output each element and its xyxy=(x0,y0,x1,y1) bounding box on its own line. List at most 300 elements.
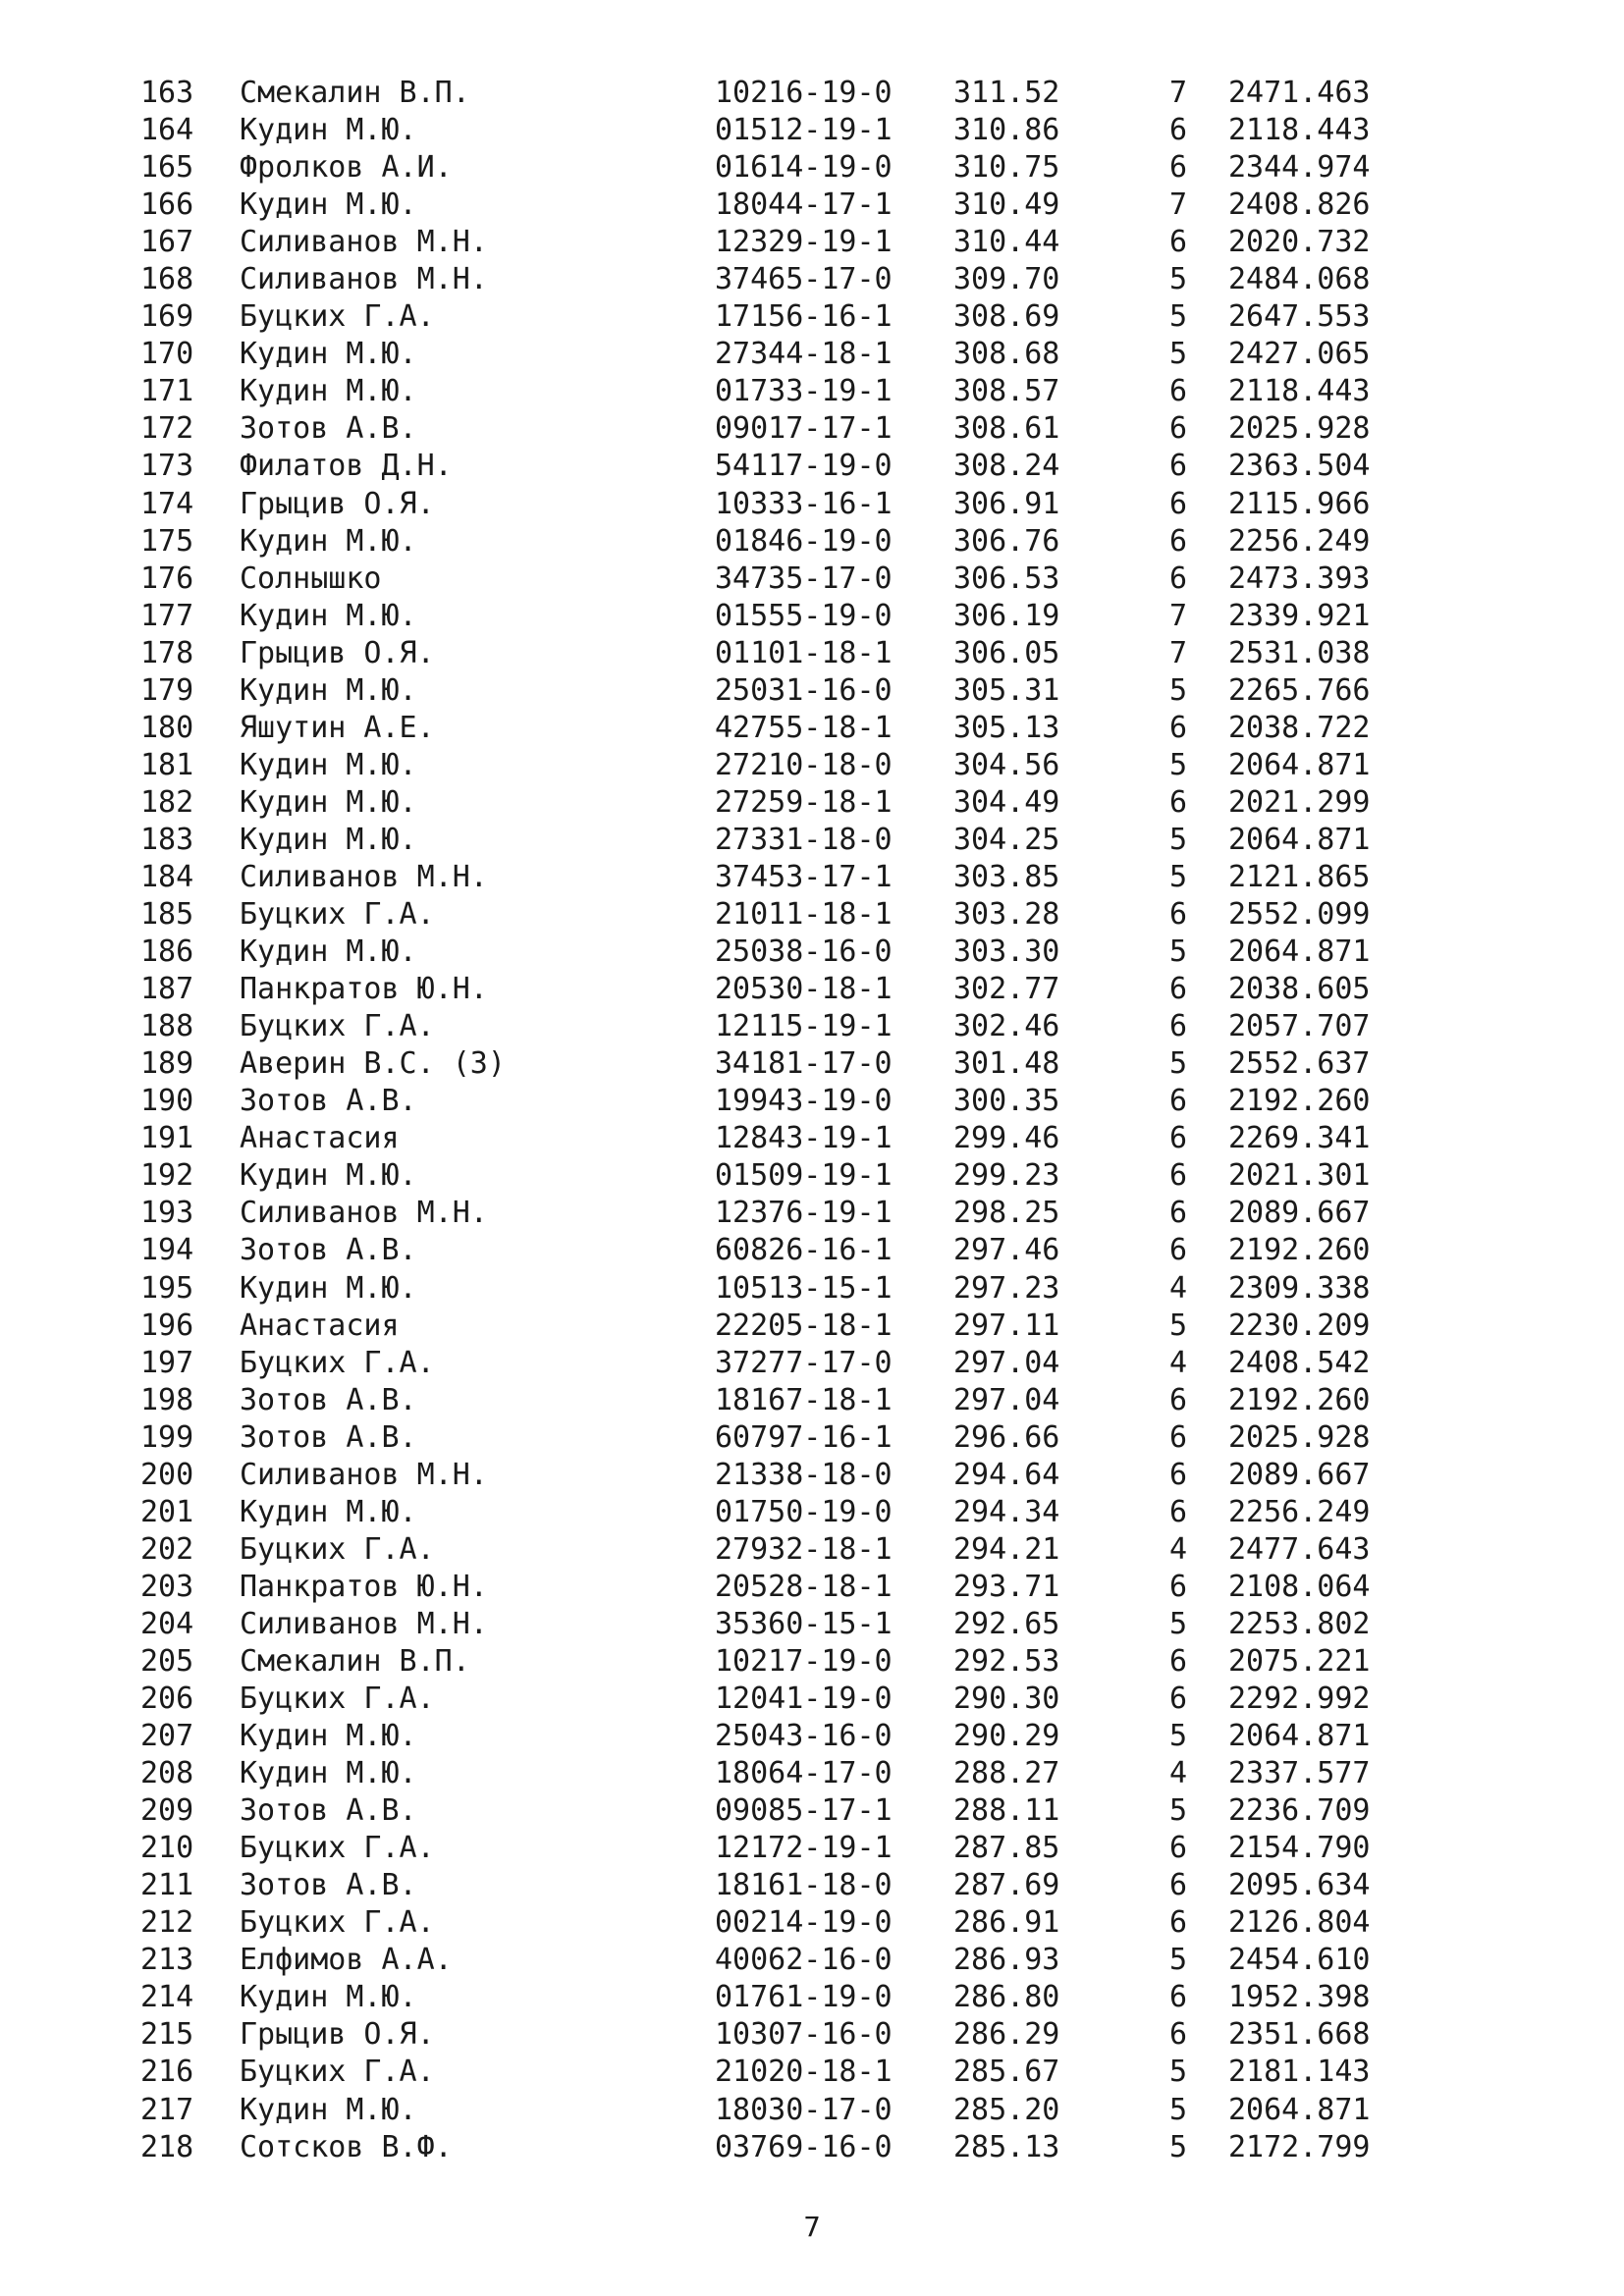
record-code: 37453-17-1 xyxy=(715,859,893,894)
table-row xyxy=(0,784,1624,822)
count-value: 6 xyxy=(1169,150,1188,186)
table-row xyxy=(0,561,1624,598)
total-value: 2057.707 xyxy=(1228,1009,1371,1044)
table-row xyxy=(0,1904,1624,1942)
participant-name: Кудин М.Ю. xyxy=(240,934,417,970)
score-value: 308.61 xyxy=(953,411,1060,447)
record-code: 27344-18-1 xyxy=(715,337,893,372)
total-value: 2154.790 xyxy=(1228,1831,1371,1866)
row-number: 190 xyxy=(140,1084,194,1119)
participant-name: Кудин М.Ю. xyxy=(240,747,417,782)
count-value: 6 xyxy=(1169,1868,1188,1903)
total-value: 2363.504 xyxy=(1228,449,1371,484)
total-value: 2064.871 xyxy=(1228,1719,1371,1754)
count-value: 7 xyxy=(1169,598,1188,633)
table-row xyxy=(0,1008,1624,1045)
table-row xyxy=(0,1643,1624,1681)
record-code: 12115-19-1 xyxy=(715,1009,893,1044)
table-row xyxy=(0,1681,1624,1718)
row-number: 189 xyxy=(140,1046,194,1082)
record-code: 10216-19-0 xyxy=(715,76,893,110)
participant-name: Кудин М.Ю. xyxy=(240,1756,417,1791)
total-value: 2309.338 xyxy=(1228,1270,1371,1306)
participant-name: Силиванов М.Н. xyxy=(240,262,488,297)
record-code: 18064-17-0 xyxy=(715,1756,893,1791)
count-value: 6 xyxy=(1169,486,1188,521)
table-row xyxy=(0,261,1624,298)
total-value: 2089.667 xyxy=(1228,1196,1371,1231)
score-value: 297.46 xyxy=(953,1233,1060,1268)
total-value: 2121.865 xyxy=(1228,859,1371,894)
table-row xyxy=(0,859,1624,896)
total-value: 2477.643 xyxy=(1228,1531,1371,1567)
count-value: 5 xyxy=(1169,262,1188,297)
total-value: 2351.668 xyxy=(1228,2017,1371,2053)
row-number: 204 xyxy=(140,1606,194,1641)
participant-name: Буцких Г.А. xyxy=(240,897,435,933)
record-code: 01733-19-1 xyxy=(715,374,893,409)
page-number: 7 xyxy=(803,2211,821,2243)
score-value: 290.29 xyxy=(953,1719,1060,1754)
record-code: 09085-17-1 xyxy=(715,1793,893,1829)
row-number: 209 xyxy=(140,1793,194,1829)
table-row xyxy=(0,298,1624,336)
table-row xyxy=(0,971,1624,1008)
record-code: 27932-18-1 xyxy=(715,1531,893,1567)
total-value: 2192.260 xyxy=(1228,1084,1371,1119)
table-row xyxy=(0,1494,1624,1531)
table-row xyxy=(0,1792,1624,1830)
table-row xyxy=(0,1457,1624,1494)
participant-name: Силиванов М.Н. xyxy=(240,1606,488,1641)
count-value: 6 xyxy=(1169,374,1188,409)
participant-name: Зотов А.В. xyxy=(240,1382,417,1417)
record-code: 25031-16-0 xyxy=(715,672,893,708)
total-value: 2344.974 xyxy=(1228,150,1371,186)
total-value: 2192.260 xyxy=(1228,1233,1371,1268)
record-code: 12329-19-1 xyxy=(715,225,893,260)
score-value: 310.49 xyxy=(953,187,1060,223)
total-value: 2064.871 xyxy=(1228,747,1371,782)
score-value: 304.49 xyxy=(953,784,1060,820)
record-code: 25038-16-0 xyxy=(715,934,893,970)
total-value: 2089.667 xyxy=(1228,1457,1371,1492)
record-code: 00214-19-0 xyxy=(715,1905,893,1941)
row-number: 194 xyxy=(140,1233,194,1268)
record-code: 10333-16-1 xyxy=(715,486,893,521)
count-value: 5 xyxy=(1169,337,1188,372)
table-row xyxy=(0,1867,1624,1904)
row-number: 196 xyxy=(140,1308,194,1343)
table-row xyxy=(0,187,1624,224)
score-value: 303.85 xyxy=(953,859,1060,894)
score-value: 303.30 xyxy=(953,934,1060,970)
table-row xyxy=(0,934,1624,971)
participant-name: Силиванов М.Н. xyxy=(240,859,488,894)
total-value: 2454.610 xyxy=(1228,1943,1371,1978)
participant-name: Кудин М.Ю. xyxy=(240,1980,417,2015)
score-value: 287.69 xyxy=(953,1868,1060,1903)
participant-name: Филатов Д.Н. xyxy=(240,449,453,484)
record-code: 10513-15-1 xyxy=(715,1270,893,1306)
table-row xyxy=(0,672,1624,710)
participant-name: Кудин М.Ю. xyxy=(240,523,417,559)
count-value: 6 xyxy=(1169,710,1188,745)
record-code: 60826-16-1 xyxy=(715,1233,893,1268)
record-code: 01512-19-1 xyxy=(715,113,893,148)
record-code: 25043-16-0 xyxy=(715,1719,893,1754)
table-row xyxy=(0,224,1624,261)
participant-name: Силиванов М.Н. xyxy=(240,1196,488,1231)
row-number: 175 xyxy=(140,523,194,559)
total-value: 2427.065 xyxy=(1228,337,1371,372)
score-value: 304.56 xyxy=(953,747,1060,782)
ranking-table xyxy=(0,75,1624,2166)
table-row xyxy=(0,710,1624,747)
table-row xyxy=(0,1942,1624,1979)
total-value: 2408.826 xyxy=(1228,187,1371,223)
table-row xyxy=(0,373,1624,410)
score-value: 290.30 xyxy=(953,1682,1060,1717)
row-number: 191 xyxy=(140,1121,194,1156)
record-code: 21011-18-1 xyxy=(715,897,893,933)
row-number: 208 xyxy=(140,1756,194,1791)
total-value: 2253.802 xyxy=(1228,1606,1371,1641)
row-number: 217 xyxy=(140,2092,194,2127)
participant-name: Буцких Г.А. xyxy=(240,1531,435,1567)
record-code: 34735-17-0 xyxy=(715,561,893,596)
participant-name: Кудин М.Ю. xyxy=(240,187,417,223)
total-value: 2230.209 xyxy=(1228,1308,1371,1343)
row-number: 183 xyxy=(140,822,194,857)
total-value: 2025.928 xyxy=(1228,1419,1371,1455)
record-code: 18030-17-0 xyxy=(715,2092,893,2127)
row-number: 198 xyxy=(140,1382,194,1417)
count-value: 6 xyxy=(1169,1233,1188,1268)
count-value: 5 xyxy=(1169,822,1188,857)
table-row xyxy=(0,448,1624,485)
record-code: 12376-19-1 xyxy=(715,1196,893,1231)
participant-name: Панкратов Ю.Н. xyxy=(240,972,488,1007)
score-value: 285.67 xyxy=(953,2055,1060,2090)
record-code: 35360-15-1 xyxy=(715,1606,893,1641)
table-row xyxy=(0,747,1624,784)
record-code: 01509-19-1 xyxy=(715,1158,893,1194)
participant-name: Кудин М.Ю. xyxy=(240,2092,417,2127)
count-value: 6 xyxy=(1169,523,1188,559)
participant-name: Буцких Г.А. xyxy=(240,1682,435,1717)
count-value: 6 xyxy=(1169,225,1188,260)
row-number: 193 xyxy=(140,1196,194,1231)
score-value: 305.13 xyxy=(953,710,1060,745)
total-value: 2647.553 xyxy=(1228,299,1371,335)
score-value: 308.57 xyxy=(953,374,1060,409)
row-number: 205 xyxy=(140,1643,194,1679)
table-row xyxy=(0,112,1624,149)
score-value: 286.80 xyxy=(953,1980,1060,2015)
participant-name: Яшутин А.Е. xyxy=(240,710,435,745)
score-value: 310.75 xyxy=(953,150,1060,186)
participant-name: Кудин М.Ю. xyxy=(240,113,417,148)
total-value: 2552.637 xyxy=(1228,1046,1371,1082)
record-code: 19943-19-0 xyxy=(715,1084,893,1119)
count-value: 7 xyxy=(1169,635,1188,670)
count-value: 6 xyxy=(1169,411,1188,447)
row-number: 174 xyxy=(140,486,194,521)
score-value: 308.69 xyxy=(953,299,1060,335)
count-value: 6 xyxy=(1169,1009,1188,1044)
count-value: 6 xyxy=(1169,1831,1188,1866)
record-code: 42755-18-1 xyxy=(715,710,893,745)
row-number: 201 xyxy=(140,1494,194,1529)
total-value: 2020.732 xyxy=(1228,225,1371,260)
row-number: 207 xyxy=(140,1719,194,1754)
participant-name: Зотов А.В. xyxy=(240,1868,417,1903)
participant-name: Панкратов Ю.Н. xyxy=(240,1569,488,1604)
total-value: 2192.260 xyxy=(1228,1382,1371,1417)
count-value: 6 xyxy=(1169,113,1188,148)
total-value: 2269.341 xyxy=(1228,1121,1371,1156)
count-value: 6 xyxy=(1169,1643,1188,1679)
total-value: 2038.722 xyxy=(1228,710,1371,745)
participant-name: Грыцив О.Я. xyxy=(240,635,435,670)
count-value: 6 xyxy=(1169,1494,1188,1529)
total-value: 2181.143 xyxy=(1228,2055,1371,2090)
total-value: 2115.966 xyxy=(1228,486,1371,521)
participant-name: Солнышко xyxy=(240,561,382,596)
count-value: 5 xyxy=(1169,2092,1188,2127)
table-row xyxy=(0,1569,1624,1606)
table-row xyxy=(0,149,1624,187)
participant-name: Кудин М.Ю. xyxy=(240,1494,417,1529)
row-number: 172 xyxy=(140,411,194,447)
participant-name: Кудин М.Ю. xyxy=(240,822,417,857)
record-code: 18167-18-1 xyxy=(715,1382,893,1417)
score-value: 298.25 xyxy=(953,1196,1060,1231)
table-row xyxy=(0,1308,1624,1345)
row-number: 203 xyxy=(140,1569,194,1604)
participant-name: Зотов А.В. xyxy=(240,1084,417,1119)
participant-name: Аверин В.С. (З) xyxy=(240,1046,506,1082)
count-value: 5 xyxy=(1169,2129,1188,2164)
row-number: 212 xyxy=(140,1905,194,1941)
participant-name: Анастасия xyxy=(240,1308,400,1343)
row-number: 164 xyxy=(140,113,194,148)
total-value: 2172.799 xyxy=(1228,2129,1371,2164)
row-number: 169 xyxy=(140,299,194,335)
record-code: 27259-18-1 xyxy=(715,784,893,820)
score-value: 309.70 xyxy=(953,262,1060,297)
score-value: 294.64 xyxy=(953,1457,1060,1492)
count-value: 4 xyxy=(1169,1531,1188,1567)
row-number: 180 xyxy=(140,710,194,745)
total-value: 2021.301 xyxy=(1228,1158,1371,1194)
total-value: 2339.921 xyxy=(1228,598,1371,633)
row-number: 178 xyxy=(140,635,194,670)
score-value: 288.11 xyxy=(953,1793,1060,1829)
count-value: 6 xyxy=(1169,2017,1188,2053)
row-number: 211 xyxy=(140,1868,194,1903)
participant-name: Сотсков В.Ф. xyxy=(240,2129,453,2164)
score-value: 297.04 xyxy=(953,1382,1060,1417)
participant-name: Смекалин В.П. xyxy=(240,76,470,110)
score-value: 302.46 xyxy=(953,1009,1060,1044)
count-value: 5 xyxy=(1169,934,1188,970)
record-code: 37465-17-0 xyxy=(715,262,893,297)
row-number: 181 xyxy=(140,747,194,782)
row-number: 171 xyxy=(140,374,194,409)
count-value: 5 xyxy=(1169,672,1188,708)
score-value: 286.93 xyxy=(953,1943,1060,1978)
total-value: 2265.766 xyxy=(1228,672,1371,708)
score-value: 302.77 xyxy=(953,972,1060,1007)
row-number: 186 xyxy=(140,934,194,970)
record-code: 40062-16-0 xyxy=(715,1943,893,1978)
record-code: 20528-18-1 xyxy=(715,1569,893,1604)
score-value: 306.91 xyxy=(953,486,1060,521)
score-value: 299.46 xyxy=(953,1121,1060,1156)
total-value: 2408.542 xyxy=(1228,1345,1371,1380)
row-number: 166 xyxy=(140,187,194,223)
participant-name: Елфимов А.А. xyxy=(240,1943,453,1978)
count-value: 6 xyxy=(1169,784,1188,820)
record-code: 01750-19-0 xyxy=(715,1494,893,1529)
score-value: 301.48 xyxy=(953,1046,1060,1082)
score-value: 308.68 xyxy=(953,337,1060,372)
total-value: 2126.804 xyxy=(1228,1905,1371,1941)
row-number: 177 xyxy=(140,598,194,633)
score-value: 306.76 xyxy=(953,523,1060,559)
participant-name: Зотов А.В. xyxy=(240,1233,417,1268)
table-row xyxy=(0,1382,1624,1419)
row-number: 168 xyxy=(140,262,194,297)
total-value: 2471.463 xyxy=(1228,76,1371,110)
table-row xyxy=(0,1083,1624,1120)
total-value: 2552.099 xyxy=(1228,897,1371,933)
record-code: 27331-18-0 xyxy=(715,822,893,857)
count-value: 6 xyxy=(1169,1196,1188,1231)
total-value: 2236.709 xyxy=(1228,1793,1371,1829)
total-value: 2095.634 xyxy=(1228,1868,1371,1903)
participant-name: Буцких Г.А. xyxy=(240,1905,435,1941)
score-value: 306.05 xyxy=(953,635,1060,670)
row-number: 192 xyxy=(140,1158,194,1194)
count-value: 4 xyxy=(1169,1270,1188,1306)
total-value: 2108.064 xyxy=(1228,1569,1371,1604)
score-value: 303.28 xyxy=(953,897,1060,933)
record-code: 27210-18-0 xyxy=(715,747,893,782)
table-row xyxy=(0,1345,1624,1382)
row-number: 165 xyxy=(140,150,194,186)
score-value: 305.31 xyxy=(953,672,1060,708)
count-value: 4 xyxy=(1169,1345,1188,1380)
row-number: 173 xyxy=(140,449,194,484)
count-value: 6 xyxy=(1169,1457,1188,1492)
table-row xyxy=(0,1120,1624,1157)
record-code: 01761-19-0 xyxy=(715,1980,893,2015)
table-row xyxy=(0,1419,1624,1457)
total-value: 2075.221 xyxy=(1228,1643,1371,1679)
count-value: 7 xyxy=(1169,187,1188,223)
count-value: 5 xyxy=(1169,1308,1188,1343)
row-number: 167 xyxy=(140,225,194,260)
record-code: 22205-18-1 xyxy=(715,1308,893,1343)
participant-name: Силиванов М.Н. xyxy=(240,225,488,260)
row-number: 187 xyxy=(140,972,194,1007)
row-number: 199 xyxy=(140,1419,194,1455)
score-value: 297.23 xyxy=(953,1270,1060,1306)
score-value: 292.53 xyxy=(953,1643,1060,1679)
total-value: 2337.577 xyxy=(1228,1756,1371,1791)
total-value: 2025.928 xyxy=(1228,411,1371,447)
total-value: 2484.068 xyxy=(1228,262,1371,297)
total-value: 2473.393 xyxy=(1228,561,1371,596)
score-value: 285.13 xyxy=(953,2129,1060,2164)
table-row xyxy=(0,1755,1624,1792)
table-row xyxy=(0,1157,1624,1195)
record-code: 21338-18-0 xyxy=(715,1457,893,1492)
total-value: 2064.871 xyxy=(1228,822,1371,857)
participant-name: Кудин М.Ю. xyxy=(240,1270,417,1306)
participant-name: Грыцив О.Я. xyxy=(240,2017,435,2053)
total-value: 2064.871 xyxy=(1228,2092,1371,2127)
score-value: 288.27 xyxy=(953,1756,1060,1791)
row-number: 210 xyxy=(140,1831,194,1866)
score-value: 299.23 xyxy=(953,1158,1060,1194)
table-row xyxy=(0,1232,1624,1269)
total-value: 2256.249 xyxy=(1228,523,1371,559)
count-value: 6 xyxy=(1169,1084,1188,1119)
record-code: 20530-18-1 xyxy=(715,972,893,1007)
table-row xyxy=(0,75,1624,112)
total-value: 2292.992 xyxy=(1228,1682,1371,1717)
score-value: 311.52 xyxy=(953,76,1060,110)
record-code: 01101-18-1 xyxy=(715,635,893,670)
score-value: 306.19 xyxy=(953,598,1060,633)
total-value: 2021.299 xyxy=(1228,784,1371,820)
row-number: 215 xyxy=(140,2017,194,2053)
participant-name: Кудин М.Ю. xyxy=(240,374,417,409)
score-value: 300.35 xyxy=(953,1084,1060,1119)
row-number: 176 xyxy=(140,561,194,596)
row-number: 197 xyxy=(140,1345,194,1380)
score-value: 306.53 xyxy=(953,561,1060,596)
row-number: 206 xyxy=(140,1682,194,1717)
total-value: 2256.249 xyxy=(1228,1494,1371,1529)
score-value: 308.24 xyxy=(953,449,1060,484)
table-row xyxy=(0,2016,1624,2054)
score-value: 292.65 xyxy=(953,1606,1060,1641)
participant-name: Кудин М.Ю. xyxy=(240,1719,417,1754)
participant-name: Кудин М.Ю. xyxy=(240,672,417,708)
record-code: 01614-19-0 xyxy=(715,150,893,186)
row-number: 179 xyxy=(140,672,194,708)
record-code: 60797-16-1 xyxy=(715,1419,893,1455)
record-code: 12172-19-1 xyxy=(715,1831,893,1866)
count-value: 5 xyxy=(1169,1606,1188,1641)
count-value: 6 xyxy=(1169,449,1188,484)
total-value: 2038.605 xyxy=(1228,972,1371,1007)
total-value: 2118.443 xyxy=(1228,374,1371,409)
count-value: 6 xyxy=(1169,1682,1188,1717)
total-value: 2531.038 xyxy=(1228,635,1371,670)
participant-name: Фролков А.И. xyxy=(240,150,453,186)
record-code: 01555-19-0 xyxy=(715,598,893,633)
record-code: 10307-16-0 xyxy=(715,2017,893,2053)
count-value: 4 xyxy=(1169,1756,1188,1791)
participant-name: Смекалин В.П. xyxy=(240,1643,470,1679)
participant-name: Кудин М.Ю. xyxy=(240,784,417,820)
